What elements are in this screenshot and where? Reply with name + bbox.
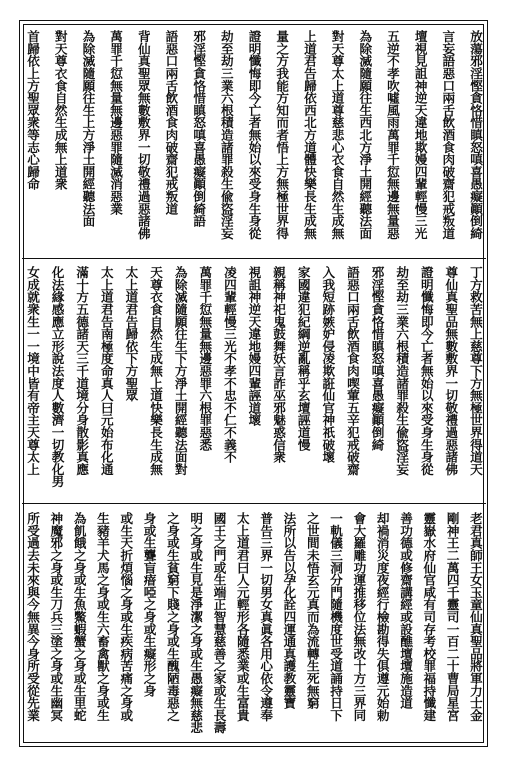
text-column: 或生天折煩惱之身或生疾病苦痛之身或 [118,512,134,722]
text-column: 之世間未悟玄元真而為流轉生死無窮 [304,512,320,709]
text-column: 丁方救苦無上慈尊下方無極世界得道天 [467,266,483,476]
text-column: 為除滅隨願往生上方淨土開經聽法面 [80,30,96,227]
text-column: 對天尊衣食自然生成無上道衆 [52,30,68,190]
section-divider-2 [22,503,486,504]
text-column: 萬罪千愆無量無邊惡罪隨滅消惡業 [108,30,124,215]
text-column: 尊仙真聖品無數敷界一切敬禮過惡諸佛 [443,266,459,476]
text-column: 入我短跡嫉妒侵凌欺誑仙官神祇破壞 [320,266,336,463]
text-column: 對天尊太上道尊慈悲心衣食自然生成無 [329,30,345,240]
text-column: 家國違犯紀綱逆亂稱乎玄壇誣道慢 [295,266,311,451]
text-column: 凌四輩輕慢三光不孝不忠不仁不義不 [221,266,237,463]
text-column: 一軌儀三洞分門隨機度世受道誦持日下 [328,512,344,722]
text-column: 老君真師王女玉童仙真聖品將軍力士金 [467,512,483,722]
text-column: 神魔邪之身或生刀兵三塗之身或生幽冥 [48,512,64,722]
text-column: 壇視見詛神逆天違地欺嫚四輩輕慢三光 [412,30,428,240]
text-column: 語惡口兩舌飲酒食肉喫葷五辛犯戒破齋 [344,266,360,476]
text-column: 視詛神逆天違地嫚四輩誣道壞 [246,266,262,426]
text-column: 靈嶽水府仙官咸有司存考校罪福持懺建 [421,512,437,722]
text-column: 上道君告歸依西北方道體快樂長生成無 [301,30,317,240]
text-panel-lower [24,512,484,740]
text-column: 之身或生貧窮下賤之身或生醜陋毒惡之 [164,512,180,722]
text-column: 普告三界一切男女真眞各用心依令遵奉 [258,512,274,722]
text-column: 太上道君曰人元輕形各隨悉業或生富貴 [234,512,250,722]
text-panel-upper [24,30,484,252]
text-column: 劫至劫三業六根積造諸罪殺生偸盜淫妄 [218,30,234,240]
text-column: 五逆不孝吹噓風雨萬罪千愆無邊無量惡 [384,30,400,240]
text-column: 會大羅雕功運推移位法無改十方三界同 [351,512,367,722]
text-column: 滿十方五德諸天三千道境分身散影真應 [74,266,90,476]
text-column: 身或生聾盲瘖啞之身或生癡形之身 [141,512,157,697]
text-column: 劫至劫三業六根積造諸罪殺生偸盜淫妄 [394,266,410,476]
text-column: 言妄語惡口兩舌飲酒食肉破齋犯戒叛道 [440,30,456,240]
section-divider-1 [22,258,486,259]
text-column: 天尊衣食自然生成無上道快樂長生成無 [148,266,164,476]
text-column: 邪淫慳貪恪惜瞋怒嗔喜愚癡顚倒綺 [369,266,385,451]
text-column: 背仙真聖眾無數敷界一切敬禮過惡諸佛 [135,30,151,240]
text-column: 化法緣感應立形說法度人數濟一切教化男 [49,266,65,488]
text-column: 善功德或修齋講經或設醮壇壇施造道 [398,512,413,709]
text-column: 女成就衆生一一境中皆有帝主天尊太上 [25,266,40,476]
text-column: 却禍消災度夜經行檢勘得失俱遵元始勅 [374,512,390,722]
text-column: 明之身或生見是淨潔之身或生愚癡無慈悲 [188,512,204,734]
text-column: 法所以告以孕化詮四運通真護教靈寶 [281,512,297,709]
text-column: 為除滅隨願往生下方淨土開經聽法面對 [172,266,188,476]
text-column: 太上道君告南極度命真人曰元始布化通 [98,266,114,476]
text-column: 為除滅隨願往生西北方淨土開經聽法面 [357,30,373,240]
text-column: 剛神王二萬四千靈司一百二十曹局星宮 [444,512,460,722]
text-column: 證明懺悔即今亡者無始以來受身生身從 [246,30,262,240]
text-column: 放蕩邪淫慳貪恪惜瞋怒嗔喜愚癡顚倒綺 [468,30,483,240]
text-column: 生豬羊犬馬之身或生六畜禽獸之身或生 [94,512,110,722]
text-column: 親稱神祀鬼鼓舞妖言詐巫邪魅惑信衆 [271,266,287,463]
text-column: 為飢餓之身或生魚鱉蝦蟹之身或生里蛇 [71,512,87,722]
text-column: 量之方我能方知而者悟上方無極世界得 [274,30,290,240]
text-column: 邪淫慳貪恪惜瞋怒嗔喜愚癡顚倒綺語 [191,30,207,227]
text-panel-middle [24,266,484,496]
text-column: 語惡口兩舌飲酒食肉破齋犯戒叛道 [163,30,179,215]
text-column: 萬罪千愆無量無邊惡罪六根罪惡悉 [197,266,213,451]
text-column: 太上道君告歸依下方聖眾 [123,266,139,402]
text-column: 國王之門或生端正智慧慈善之家或生長壽 [211,512,227,734]
text-column: 證明懺悔即今亡者無始以來受身生身從 [418,266,434,476]
text-column: 所受過去未來與今無異今身所受從先業 [25,512,40,722]
text-column: 首歸依上方聖眾衆等志心歸命 [25,30,40,190]
